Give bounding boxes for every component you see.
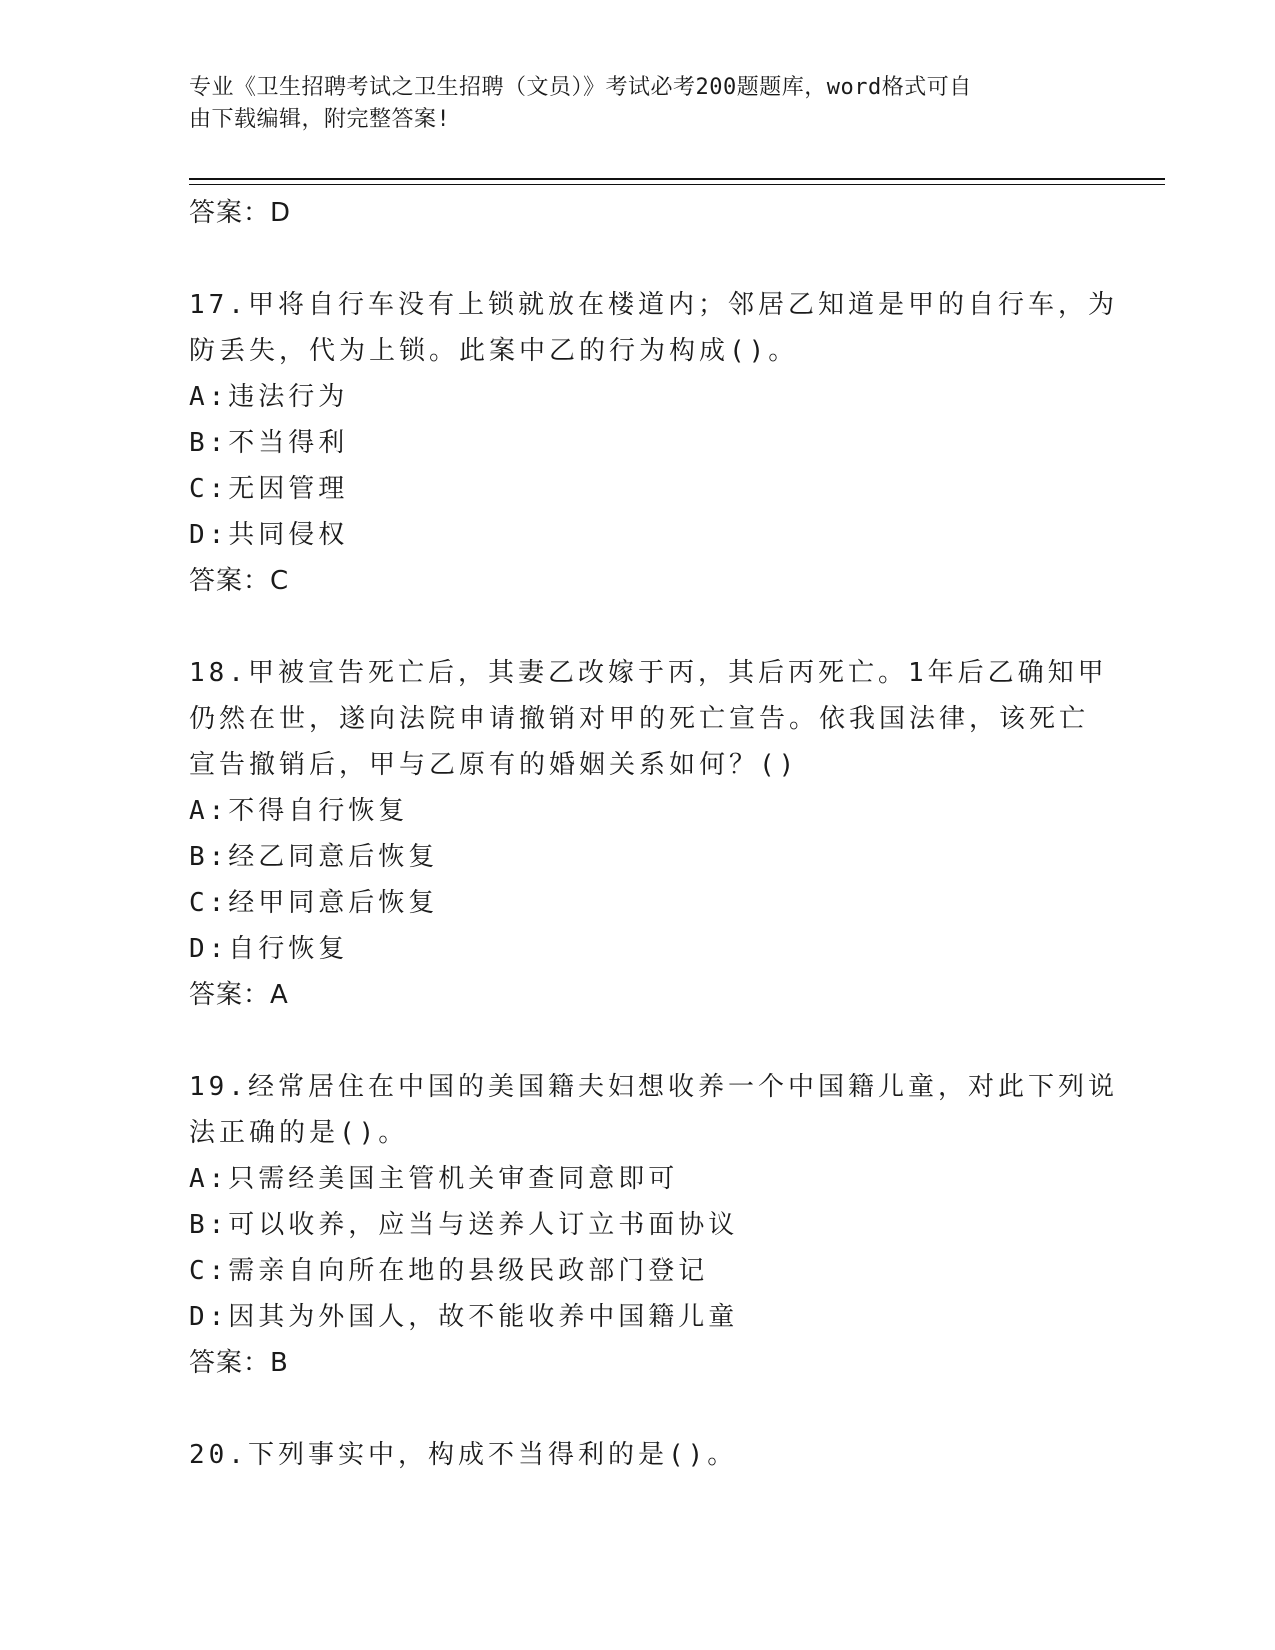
question-17-text-line-1: 17.甲将自行车没有上锁就放在楼道内；邻居乙知道是甲的自行车，为 <box>189 290 1118 320</box>
question-18-text-line-2: 仍然在世，遂向法院申请撤销对甲的死亡宣告。依我国法律，该死亡 <box>189 704 1090 734</box>
question-18-option-b: B:经乙同意后恢复 <box>189 842 439 872</box>
question-20-text-line-1: 20.下列事实中，构成不当得利的是()。 <box>189 1440 738 1470</box>
question-19-answer: 答案：B <box>189 1348 289 1378</box>
question-18-text-line-1: 18.甲被宣告死亡后，其妻乙改嫁于丙，其后丙死亡。1年后乙确知甲 <box>189 658 1108 688</box>
spacer <box>189 604 1089 650</box>
question-19-option-b: B:可以收养，应当与送养人订立书面协议 <box>189 1210 739 1240</box>
question-17-text-line-2: 防丢失，代为上锁。此案中乙的行为构成()。 <box>189 336 799 366</box>
question-19-text-line-1: 19.经常居住在中国的美国籍夫妇想收养一个中国籍儿童，对此下列说 <box>189 1072 1118 1102</box>
question-19-option-a: A:只需经美国主管机关审查同意即可 <box>189 1164 679 1194</box>
question-18-answer: 答案：A <box>189 980 289 1010</box>
question-19-option-c: C:需亲自向所在地的县级民政部门登记 <box>189 1256 709 1286</box>
document-header <box>189 72 1069 136</box>
question-18-option-d: D:自行恢复 <box>189 934 349 964</box>
question-20 <box>189 1432 1089 1478</box>
question-19-option-d: D:因其为外国人，故不能收养中国籍儿童 <box>189 1302 739 1332</box>
question-18-option-c: C:经甲同意后恢复 <box>189 888 439 918</box>
question-17-option-d: D:共同侵权 <box>189 520 349 550</box>
question-17 <box>189 282 1118 604</box>
spacer <box>189 1386 1089 1432</box>
question-17-option-c: C:无因管理 <box>189 474 349 504</box>
spacer <box>189 1018 1089 1064</box>
question-17-option-b: B:不当得利 <box>189 428 349 458</box>
question-18 <box>189 650 1108 1018</box>
question-18-option-a: A:不得自行恢复 <box>189 796 409 826</box>
question-17-answer: 答案：C <box>189 566 290 596</box>
spacer <box>189 236 1089 282</box>
header-line-1: 专业《卫生招聘考试之卫生招聘（文员）》考试必考200题题库，word格式可自 <box>189 75 972 100</box>
question-18-text-line-3: 宣告撤销后，甲与乙原有的婚姻关系如何？() <box>189 750 799 780</box>
header-divider-thick <box>189 178 1165 180</box>
document-body <box>189 190 1118 1478</box>
previous-answer: 答案：D <box>189 198 292 228</box>
header-line-2: 由下载编辑，附完整答案! <box>189 107 451 132</box>
question-19-text-line-2: 法正确的是()。 <box>189 1118 409 1148</box>
header-divider-thin <box>189 184 1165 185</box>
question-19 <box>189 1064 1118 1386</box>
question-17-option-a: A:违法行为 <box>189 382 349 412</box>
